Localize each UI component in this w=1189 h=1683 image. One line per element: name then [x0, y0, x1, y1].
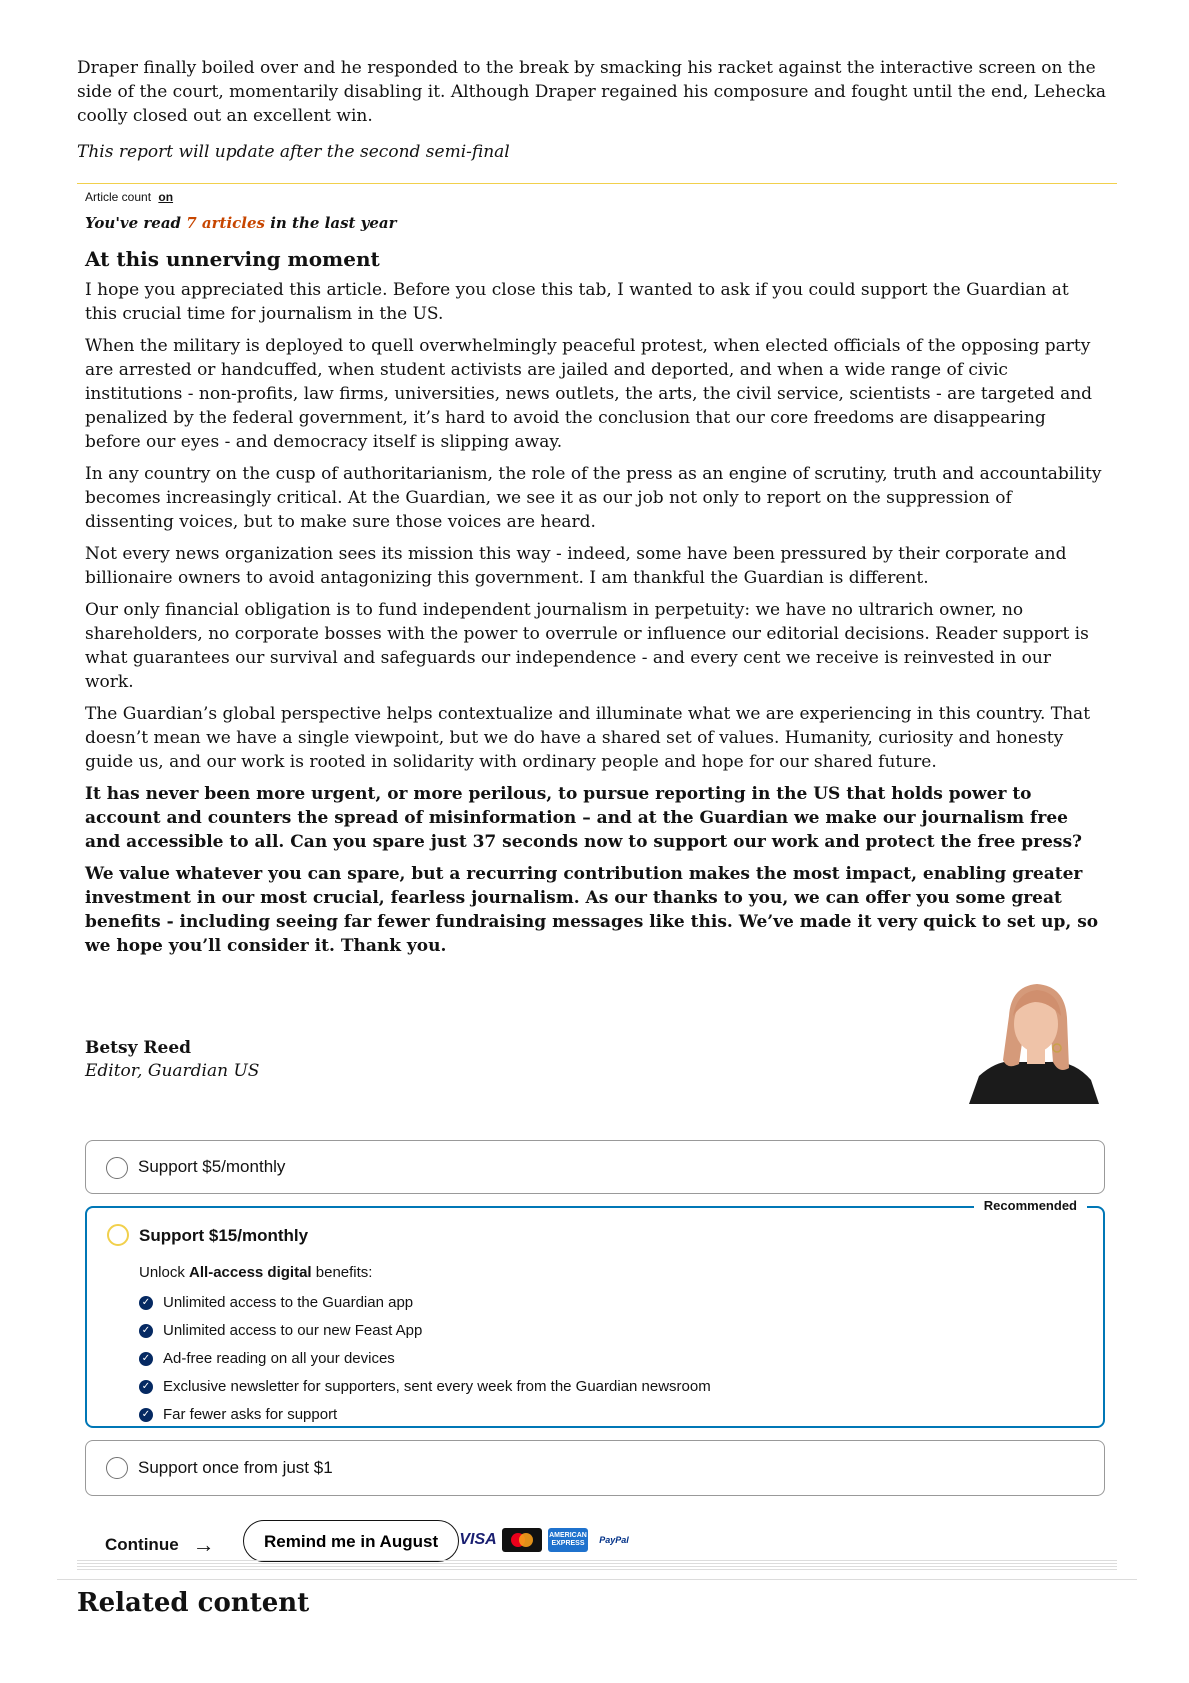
choice-monthly-15[interactable] [85, 1198, 1105, 1428]
radio-monthly-5[interactable] [106, 1157, 128, 1179]
benefit-item [139, 1292, 711, 1320]
continue-button[interactable] [105, 1530, 215, 1556]
epic-body [85, 278, 1105, 958]
editor-portrait [969, 976, 1099, 1104]
epic-paragraph: The Guardian’s global perspective helps contextualize and illuminate what we are experiencing in this country. That doesn’t mean we have a single viewpoint, but we do have a shared set of values. Humanity, curiosity and honesty guide us, and our work is rooted in solidarity with ordinary people and hope for our shared future. [85, 704, 1091, 772]
choice-label: Support $5/monthly [138, 1157, 286, 1176]
check-icon: ✓ [139, 1380, 153, 1394]
unlock-text [139, 1264, 372, 1281]
benefits-list [139, 1292, 711, 1432]
choice-label: Support $15/monthly [139, 1226, 309, 1245]
benefit-item [139, 1320, 711, 1348]
benefit-item [139, 1348, 711, 1376]
epic-paragraph: Not every news organization sees its mission this way - indeed, some have been pressured by their corporate and billionaire owners to avoid antagonizing this government. I am thankful the Guardian is different. [85, 544, 1067, 588]
radio-monthly-15[interactable] [107, 1224, 129, 1246]
read-suffix: in the last year [265, 214, 397, 232]
article-count-row [85, 190, 1105, 204]
benefit-item [139, 1404, 711, 1432]
benefit-text: Unlimited access to our new Feast App [163, 1322, 423, 1339]
epic-bold-paragraph: It has never been more urgent, or more perilous, to pursue reporting in the US that holds power to account and counters the spread of misinformation – and at the Guardian we make our journalism free and accessible to all. Can you spare just 37 seconds now to support our work and protect the free press? [85, 784, 1083, 852]
epic-paragraph: Our only financial obligation is to fund independent journalism in perpetuity: we have no ultrarich owner, no shareholders, no corporate bosses with the power to overrule or influence our editorial decisions. Reader support is what guarantees our survival and safeguards our independence - and every cent we receive is reinvested in our work. [85, 600, 1089, 692]
article-count-label: Article count [85, 190, 152, 204]
benefit-text: Ad-free reading on all your devices [163, 1350, 395, 1367]
check-icon: ✓ [139, 1296, 153, 1310]
payment-methods [460, 1528, 634, 1552]
remind-me-button[interactable]: Remind me in August [243, 1520, 459, 1562]
article-count-toggle[interactable]: on [158, 190, 174, 204]
benefit-text: Unlimited access to the Guardian app [163, 1294, 414, 1311]
recommended-badge: Recommended [974, 1198, 1087, 1213]
read-highlight: 7 articles [186, 214, 265, 232]
signature-title: Editor, Guardian US [85, 1061, 260, 1081]
contributions-epic [77, 183, 1117, 1557]
unlock-suffix: benefits: [311, 1264, 373, 1281]
signature-block [85, 966, 1105, 1106]
mastercard-logo [502, 1528, 542, 1552]
check-icon: ✓ [139, 1324, 153, 1338]
unlock-bold: All-access digital [189, 1264, 312, 1281]
related-content-heading: Related content [77, 1588, 310, 1618]
arrow-right-icon: → [192, 1532, 215, 1557]
choice-once[interactable] [85, 1440, 1105, 1496]
update-note: This report will update after the second semi-final [77, 142, 510, 162]
section-divider [77, 1560, 1117, 1570]
benefit-text: Exclusive newsletter for supporters, sent every week from the Guardian newsroom [163, 1378, 711, 1395]
article-final-paragraph: Draper finally boiled over and he responded to the break by smacking his racket against the interactive screen on the side of the court, momentarily disabling it. Although Draper regained his composure and fought until the end, Lehecka coolly closed out an excellent win. [77, 58, 1107, 126]
read-count [85, 214, 1105, 232]
epic-paragraph: In any country on the cusp of authoritarianism, the role of the press as an engine of scrutiny, truth and accountability becomes increasingly critical. At the Guardian, we see it as our job not only to report on the suppression of dissenting voices, but to make sure those voices are heard. [85, 464, 1102, 532]
cta-row [85, 1520, 1105, 1564]
benefit-text: Far fewer asks for support [163, 1406, 338, 1423]
epic-headline: At this unnerving moment [85, 247, 380, 271]
continue-label: Continue [105, 1535, 179, 1554]
unlock-prefix: Unlock [139, 1264, 190, 1281]
amex-logo: AMERICAN EXPRESS [548, 1528, 588, 1552]
choice-label: Support once from just $1 [138, 1458, 333, 1477]
epic-paragraph: When the military is deployed to quell overwhelmingly peaceful protest, when elected officials of the opposing party are arrested or handcuffed, when student activists are jailed and deported, and when a wide range of civic institutions - non-profits, law firms, universities, news outlets, the arts, the civil service, scientists - are targeted and penalized by the federal government, it’s hard to avoid the conclusion that our core freedoms are disappearing before our eyes - and democracy itself is slipping away. [85, 336, 1093, 452]
read-prefix: You've read [85, 214, 187, 232]
choice-monthly-5[interactable] [85, 1140, 1105, 1194]
article-ending [77, 56, 1117, 174]
mastercard-icon [502, 1528, 542, 1552]
radio-once[interactable] [106, 1457, 128, 1479]
visa-logo: VISA [459, 1531, 497, 1548]
epic-bold-paragraph: We value whatever you can spare, but a recurring contribution makes the most impact, enabling greater investment in our most crucial, fearless journalism. As our thanks to you, we can offer you some great benefits - including seeing far fewer fundraising messages like this. We’ve made it very quick to set up, so we hope you’ll consider it. Thank you. [85, 864, 1099, 956]
check-icon: ✓ [139, 1408, 153, 1422]
epic-paragraph: I hope you appreciated this article. Before you close this tab, I wanted to ask if you could support the Guardian at this crucial time for journalism in the US. [85, 280, 1069, 324]
check-icon: ✓ [139, 1352, 153, 1366]
paypal-logo: PayPal [599, 1535, 629, 1545]
horizontal-rule [57, 1579, 1137, 1580]
signature-name: Betsy Reed [85, 1038, 192, 1058]
benefit-item [139, 1376, 711, 1404]
